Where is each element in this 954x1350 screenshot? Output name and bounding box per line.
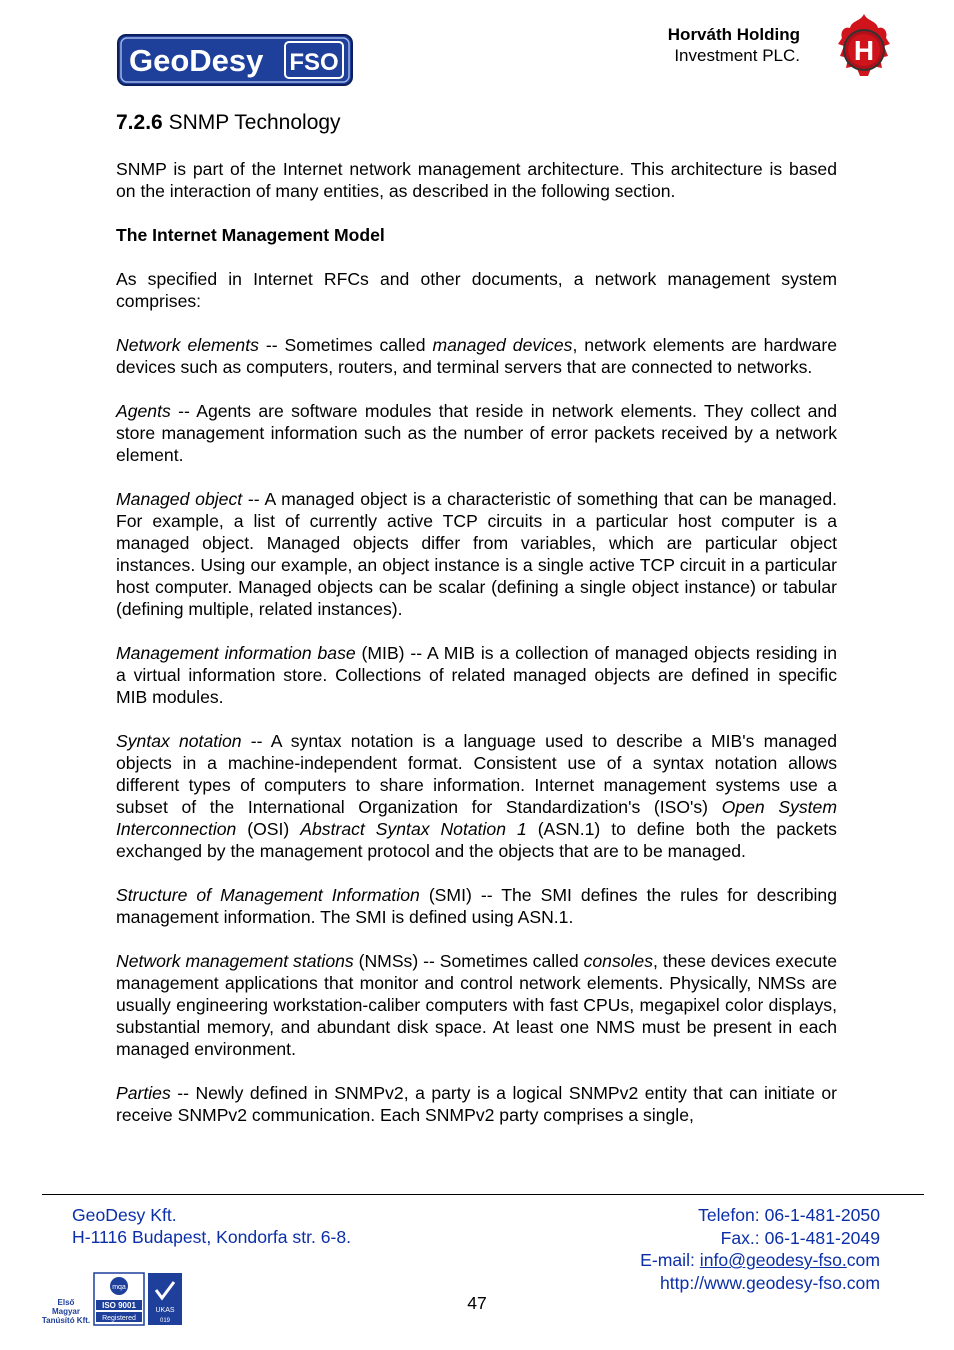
- text: , these devices execute management applications that monitor and control network elements. Physically, NMSs are usually engineering workstation-caliber computers with fast CPUs, megapixel color displays, substantial memory, and abundant disk space. At least one NMS must be present in each managed environment.: [116, 951, 837, 1059]
- term: Syntax notation: [116, 731, 242, 751]
- company-sub: Investment PLC.: [674, 46, 800, 65]
- term: managed devices: [432, 335, 573, 355]
- term: Agents: [116, 401, 171, 421]
- horvath-flame-logo-icon: [834, 12, 894, 78]
- footer-contact: [560, 1204, 880, 1294]
- term: Network elements: [116, 335, 259, 355]
- footer-company: GeoDesy Kft.: [72, 1205, 177, 1225]
- smi-paragraph: [116, 884, 837, 928]
- logo-text: GeoDesy: [129, 43, 264, 78]
- text: -- A managed object is a characteristic of something that can be managed. For example, a list of currently active TCP circuits in a particular host computer is a managed object. Managed objects differ from variables, which are particular object instances. Using our example, an object instance is a single active TCP circuit in a particular host computer. Managed objects can be scalar (defining a single object instance) or tabular (defining multiple, related instances).: [116, 489, 837, 619]
- cert-num: 019: [159, 1318, 171, 1324]
- network-elements-paragraph: [116, 334, 837, 378]
- text: -- Agents are software modules that reside in network elements. They collect and store management information such as the number of error packets received by a network element.: [116, 401, 837, 465]
- section-number: 7.2.6: [116, 111, 163, 134]
- term: Network management stations: [116, 951, 354, 971]
- company-name: Horváth Holding: [667, 25, 800, 44]
- term: Abstract Syntax Notation 1: [300, 819, 527, 839]
- email-link[interactable]: info@geodesy-fso.: [699, 1250, 847, 1270]
- model-heading: The Internet Management Model: [116, 225, 385, 245]
- syntax-notation-paragraph: [116, 730, 837, 862]
- section-heading: [116, 110, 837, 136]
- footer-website[interactable]: http://www.geodesy-fso.com: [659, 1272, 880, 1293]
- company-block: [600, 24, 800, 66]
- cert-line1: Első: [57, 1298, 75, 1307]
- term: Open System Interconnection: [116, 797, 837, 839]
- text: -- Newly defined in SNMPv2, a party is a logical SNMPv2 entity that can initiate or receive SNMPv2 communication. Each SNMPv2 party comprises a single,: [116, 1083, 837, 1125]
- email-tail: com: [846, 1250, 880, 1270]
- logo-tag: FSO: [289, 49, 339, 76]
- text: (OSI): [236, 819, 301, 839]
- geodesy-fso-logo: [117, 34, 353, 86]
- text: (MIB) -- A MIB is a collection of managed objects residing in a virtual information store. Collections of related managed objects are defined in specific MIB modules.: [116, 643, 837, 707]
- intro-paragraph: SNMP is part of the Internet network management architecture. This architecture is based on the interaction of many entities, as described in the following section.: [116, 159, 837, 201]
- term: Structure of Management Information: [116, 885, 420, 905]
- cert-mqa: mqa: [112, 1284, 126, 1291]
- footer-phone: Telefon: 06-1-481-2050: [698, 1205, 880, 1225]
- cert-iso: ISO 9001: [102, 1301, 136, 1310]
- cert-line3: Tanúsító Kft.: [41, 1316, 91, 1325]
- parties-paragraph: [116, 1082, 837, 1126]
- term: consoles: [583, 951, 654, 971]
- term: Parties: [116, 1083, 171, 1103]
- managed-object-paragraph: [116, 488, 837, 620]
- cert-ukas: UKAS: [155, 1307, 175, 1314]
- page-number: 47: [467, 1293, 487, 1313]
- document-body: [116, 110, 837, 1148]
- footer-fax: Fax.: 06-1-481-2049: [720, 1227, 880, 1248]
- h-letter: H: [853, 35, 875, 66]
- mib-paragraph: [116, 642, 837, 708]
- iso-certification-badge: [38, 1270, 184, 1328]
- cert-line2: Magyar: [51, 1307, 81, 1316]
- text: , network elements are hardware devices such as computers, routers, and terminal servers that are connected to networks.: [116, 335, 837, 377]
- text: (NMSs) -- Sometimes called: [353, 951, 584, 971]
- term: Management information base: [116, 643, 356, 663]
- cert-registered: Registered: [102, 1315, 136, 1322]
- text: (SMI) -- The SMI defines the rules for describing management information. The SMI is defined using ASN.1.: [116, 885, 837, 927]
- nms-paragraph: [116, 950, 837, 1060]
- text: (ASN.1) to define both the packets exchanged by the management protocol and the objects that are to be managed.: [116, 819, 837, 861]
- text: -- A syntax notation is a language used to describe a MIB's managed objects in a machine-independent format. Consistent use of a syntax notation allows different types of computers to share information. Internet management systems use a subset of the International Organization for Standardization's (ISO's): [116, 731, 837, 817]
- text: -- Sometimes called: [258, 335, 433, 355]
- footer-address: [72, 1204, 351, 1248]
- term: Managed object: [116, 489, 243, 509]
- agents-paragraph: [116, 400, 837, 466]
- email-label: E-mail:: [640, 1250, 700, 1270]
- model-intro-paragraph: As specified in Internet RFCs and other documents, a network management system comprises:: [116, 269, 837, 311]
- footer-street: H-1116 Budapest, Kondorfa str. 6-8.: [72, 1227, 352, 1247]
- footer-email: [560, 1249, 880, 1272]
- section-title: SNMP Technology: [168, 111, 341, 134]
- footer-divider: [42, 1194, 924, 1195]
